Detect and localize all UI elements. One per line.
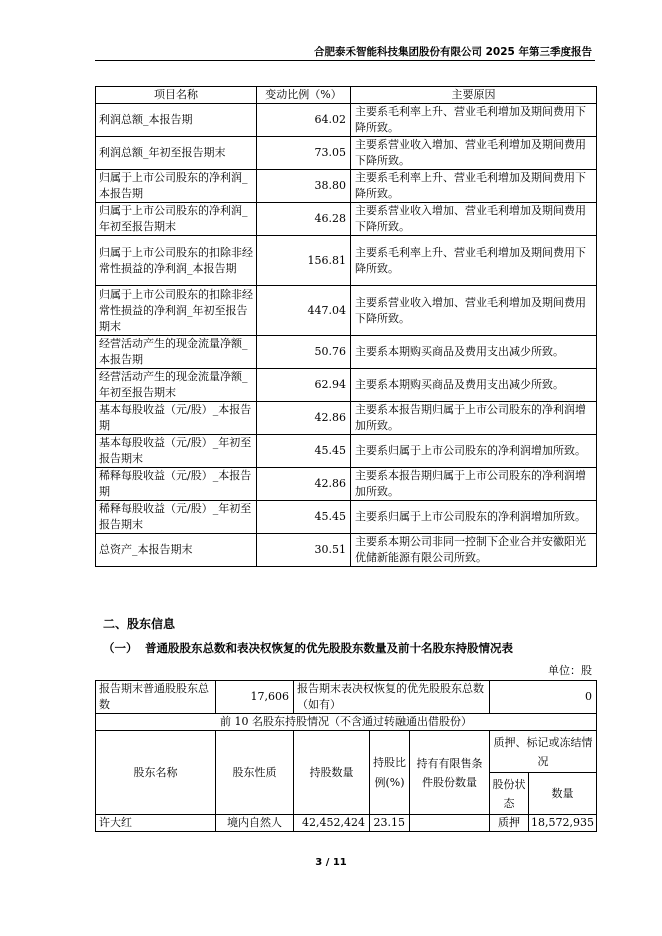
change-ratio-cell: 62.94 bbox=[257, 369, 351, 402]
header-item-name: 项目名称 bbox=[96, 87, 257, 104]
shareholder-row bbox=[96, 815, 597, 832]
col-share-ratio: 持股比例(%) bbox=[370, 731, 410, 815]
top10-title-row bbox=[96, 714, 597, 731]
table-row bbox=[96, 170, 597, 203]
col-pledge-status: 质押、标记或冻结情况 bbox=[490, 731, 597, 773]
col-restricted-shares: 持有有限售条件股份数量 bbox=[410, 731, 490, 815]
header-rule bbox=[95, 60, 595, 61]
col-shareholder-name: 股东名称 bbox=[96, 731, 216, 815]
reason-cell: 主要系本报告期归属于上市公司股东的净利润增加所致。 bbox=[351, 402, 597, 435]
item-name-cell: 归属于上市公司股东的净利润_本报告期 bbox=[96, 170, 257, 203]
table-row bbox=[96, 468, 597, 501]
reason-cell: 主要系毛利率上升、营业毛利增加及期间费用下降所致。 bbox=[351, 104, 597, 137]
col-shareholder-nature: 股东性质 bbox=[216, 731, 294, 815]
col-pledge-amount: 数量 bbox=[529, 773, 597, 815]
subsection-title bbox=[103, 640, 513, 656]
table-row bbox=[96, 369, 597, 402]
item-name-cell: 经营活动产生的现金流量净额_年初至报告期末 bbox=[96, 369, 257, 402]
unit-label: 单位：股 bbox=[548, 664, 592, 677]
label-common-holders: 报告期末普通股股东总数 bbox=[96, 681, 216, 714]
column-header-row-1 bbox=[96, 731, 597, 773]
reason-cell: 主要系营业收入增加、营业毛利增加及期间费用下降所致。 bbox=[351, 203, 597, 236]
header-main-reason: 主要原因 bbox=[351, 87, 597, 104]
change-ratio-cell: 156.81 bbox=[257, 236, 351, 286]
share-quantity: 42,452,424 bbox=[294, 815, 370, 832]
page-header: 合肥泰禾智能科技集团股份有限公司 2025 年第三季度报告 bbox=[313, 46, 592, 58]
section-title: 二、股东信息 bbox=[103, 617, 176, 631]
change-ratio-cell: 42.86 bbox=[257, 402, 351, 435]
col-share-quantity: 持股数量 bbox=[294, 731, 370, 815]
change-ratio-cell: 45.45 bbox=[257, 435, 351, 468]
table-row bbox=[96, 501, 597, 534]
change-ratio-cell: 50.76 bbox=[257, 336, 351, 369]
change-ratio-cell: 45.45 bbox=[257, 501, 351, 534]
item-name-cell: 总资产_本报告期末 bbox=[96, 534, 257, 567]
share-ratio: 23.15 bbox=[370, 815, 410, 832]
table-row bbox=[96, 203, 597, 236]
table-row bbox=[96, 236, 597, 286]
table-row bbox=[96, 286, 597, 336]
reason-cell: 主要系本期购买商品及费用支出减少所致。 bbox=[351, 336, 597, 369]
item-name-cell: 经营活动产生的现金流量净额_本报告期 bbox=[96, 336, 257, 369]
reason-cell: 主要系营业收入增加、营业毛利增加及期间费用下降所致。 bbox=[351, 137, 597, 170]
reason-cell: 主要系毛利率上升、营业毛利增加及期间费用下降所致。 bbox=[351, 236, 597, 286]
shareholder-table-body bbox=[96, 681, 597, 832]
change-ratio-cell: 447.04 bbox=[257, 286, 351, 336]
reason-cell: 主要系归属于上市公司股东的净利润增加所致。 bbox=[351, 501, 597, 534]
pledge-amount: 18,572,935 bbox=[529, 815, 597, 832]
label-preferred-holders: 报告期末表决权恢复的优先股股东总数（如有） bbox=[294, 681, 490, 714]
change-ratio-cell: 46.28 bbox=[257, 203, 351, 236]
item-name-cell: 归属于上市公司股东的净利润_年初至报告期末 bbox=[96, 203, 257, 236]
subsection-number: （一） bbox=[103, 641, 138, 655]
change-ratio-cell: 30.51 bbox=[257, 534, 351, 567]
change-ratio-cell: 38.80 bbox=[257, 170, 351, 203]
restricted-shares bbox=[410, 815, 490, 832]
table-row bbox=[96, 336, 597, 369]
reason-cell: 主要系营业收入增加、营业毛利增加及期间费用下降所致。 bbox=[351, 286, 597, 336]
reason-cell: 主要系本期公司非同一控制下企业合并安徽阳光优储新能源有限公司所致。 bbox=[351, 534, 597, 567]
shareholder-name: 许大红 bbox=[96, 815, 216, 832]
change-ratio-cell: 64.02 bbox=[257, 104, 351, 137]
col-share-status: 股份状态 bbox=[490, 773, 529, 815]
table-row bbox=[96, 402, 597, 435]
item-name-cell: 稀释每股收益（元/股）_本报告期 bbox=[96, 468, 257, 501]
shareholder-table bbox=[95, 680, 597, 832]
change-reason-table-body bbox=[96, 87, 597, 567]
table-row bbox=[96, 137, 597, 170]
subsection-text: 普通股股东总数和表决权恢复的优先股股东数量及前十名股东持股情况表 bbox=[145, 641, 513, 655]
change-ratio-cell: 42.86 bbox=[257, 468, 351, 501]
page-number: 3 / 11 bbox=[315, 857, 347, 868]
reason-cell: 主要系本报告期归属于上市公司股东的净利润增加所致。 bbox=[351, 468, 597, 501]
item-name-cell: 基本每股收益（元/股）_年初至报告期末 bbox=[96, 435, 257, 468]
item-name-cell: 归属于上市公司股东的扣除非经常性损益的净利润_本报告期 bbox=[96, 236, 257, 286]
change-ratio-cell: 73.05 bbox=[257, 137, 351, 170]
item-name-cell: 稀释每股收益（元/股）_年初至报告期末 bbox=[96, 501, 257, 534]
value-preferred-holders: 0 bbox=[490, 681, 597, 714]
reason-cell: 主要系本期购买商品及费用支出减少所致。 bbox=[351, 369, 597, 402]
change-reason-table bbox=[95, 86, 597, 567]
share-status: 质押 bbox=[490, 815, 529, 832]
reason-cell: 主要系毛利率上升、营业毛利增加及期间费用下降所致。 bbox=[351, 170, 597, 203]
table-row bbox=[96, 534, 597, 567]
item-name-cell: 基本每股收益（元/股）_本报告期 bbox=[96, 402, 257, 435]
table-header-row bbox=[96, 87, 597, 104]
top10-title: 前 10 名股东持股情况（不含通过转融通出借股份） bbox=[96, 714, 597, 731]
shareholder-nature: 境内自然人 bbox=[216, 815, 294, 832]
value-common-holders: 17,606 bbox=[216, 681, 294, 714]
summary-row bbox=[96, 681, 597, 714]
item-name-cell: 归属于上市公司股东的扣除非经常性损益的净利润_年初至报告期末 bbox=[96, 286, 257, 336]
reason-cell: 主要系归属于上市公司股东的净利润增加所致。 bbox=[351, 435, 597, 468]
table-row bbox=[96, 435, 597, 468]
item-name-cell: 利润总额_本报告期 bbox=[96, 104, 257, 137]
item-name-cell: 利润总额_年初至报告期末 bbox=[96, 137, 257, 170]
table-row bbox=[96, 104, 597, 137]
header-change-ratio: 变动比例（%） bbox=[257, 87, 351, 104]
